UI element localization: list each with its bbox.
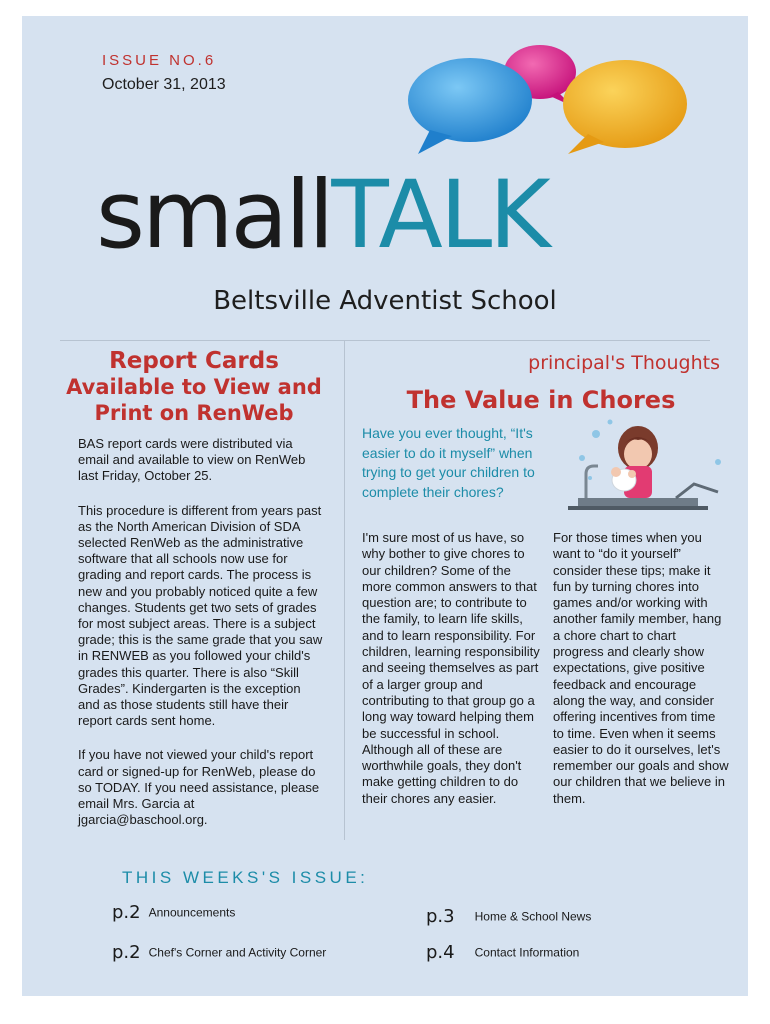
chores-intro: Have you ever thought, “It's easier to do it myself” when trying to get your children to complete their chores? [362,425,535,500]
headline-line-2: Available to View and [66,375,322,399]
chores-headline: The Value in Chores [406,386,676,414]
article-paragraph: If you have not viewed your child's report card or signed-up for RenWeb, please do so TODAY. If you need assistance, please email Mrs. Garcia at jgarcia@baschool.org. [78,747,320,828]
chores-column-2: For those times when you want to “do it yourself” consider these tips; make it fun by turning chores into games and/or working with another family member, hang a chore chart to chart progress and clearly show expectations, give positive feedback and encourage along the way, and consider offering incentives from time to time. Even when it seems easier to do it ourselves, let's remember our goals and show our children that we believe in them. [553,530,729,806]
toc-item[interactable] [112,902,235,923]
blue-bubble-icon [408,58,532,154]
toc-page-number: p.2 [112,942,141,963]
toc-page-number: p.3 [426,906,455,927]
toc-label: Home & School News [474,909,592,924]
toc-label: Announcements [148,905,236,920]
headline-line-1: Report Cards [109,348,279,374]
girl-washing-dishes-illustration [568,414,728,532]
headline-line-3: Print on RenWeb [94,401,294,425]
horizontal-divider [60,340,710,341]
section-kicker: principal's Thoughts [528,352,720,374]
yellow-bubble-icon [563,60,687,154]
article-paragraph: This procedure is different from years past as the North American Division of SDA selected RenWeb as the administrative software that all schools now use for grading and report cards. The process is new and you probably noticed quite a few changes. Students get two sets of grades for most subject areas. There is a subject grade; this is the same grade that you saw in RENWEB as you followed your child's grades this quarter. There is also “Skill Grades”. Kindergarten is the exception and as those students still have their report cards sent home. [78,502,323,729]
article-paragraph: BAS report cards were distributed via email and available to view on RenWeb last Friday, October 25. [78,436,306,484]
toc-page-number: p.4 [426,942,455,963]
report-cards-headline [66,348,322,426]
toc-heading: THIS WEEKS'S ISSUE: [122,868,369,887]
report-cards-article [78,436,324,846]
speech-bubbles-illustration [390,42,690,157]
toc-label: Chef's Corner and Activity Corner [148,945,327,960]
newsletter-page [22,16,748,996]
column-divider [344,340,345,840]
issue-number: ISSUE NO.6 [102,52,217,69]
toc-item[interactable] [426,906,591,927]
toc-item[interactable] [112,942,326,963]
toc-label: Contact Information [474,945,580,960]
school-name: Beltsville Adventist School [213,286,557,316]
issue-date: October 31, 2013 [102,76,226,93]
chores-column-1: I'm sure most of us have, so why bother to give chores to our children? Some of the more common answers to that question are; to contribute to the family, to learn life skills, and to learn responsibility. For children, learning responsibility and seeing themselves as part of a larger group and contributing to that group go a long way toward helping them be successful in school. Although all of these are worthwhile goals, they don't make getting children to do their chores any easier. [362,530,540,806]
toc-item[interactable] [426,942,579,963]
toc-page-number: p.2 [112,902,141,923]
masthead-logo: smallTALK [96,161,548,270]
